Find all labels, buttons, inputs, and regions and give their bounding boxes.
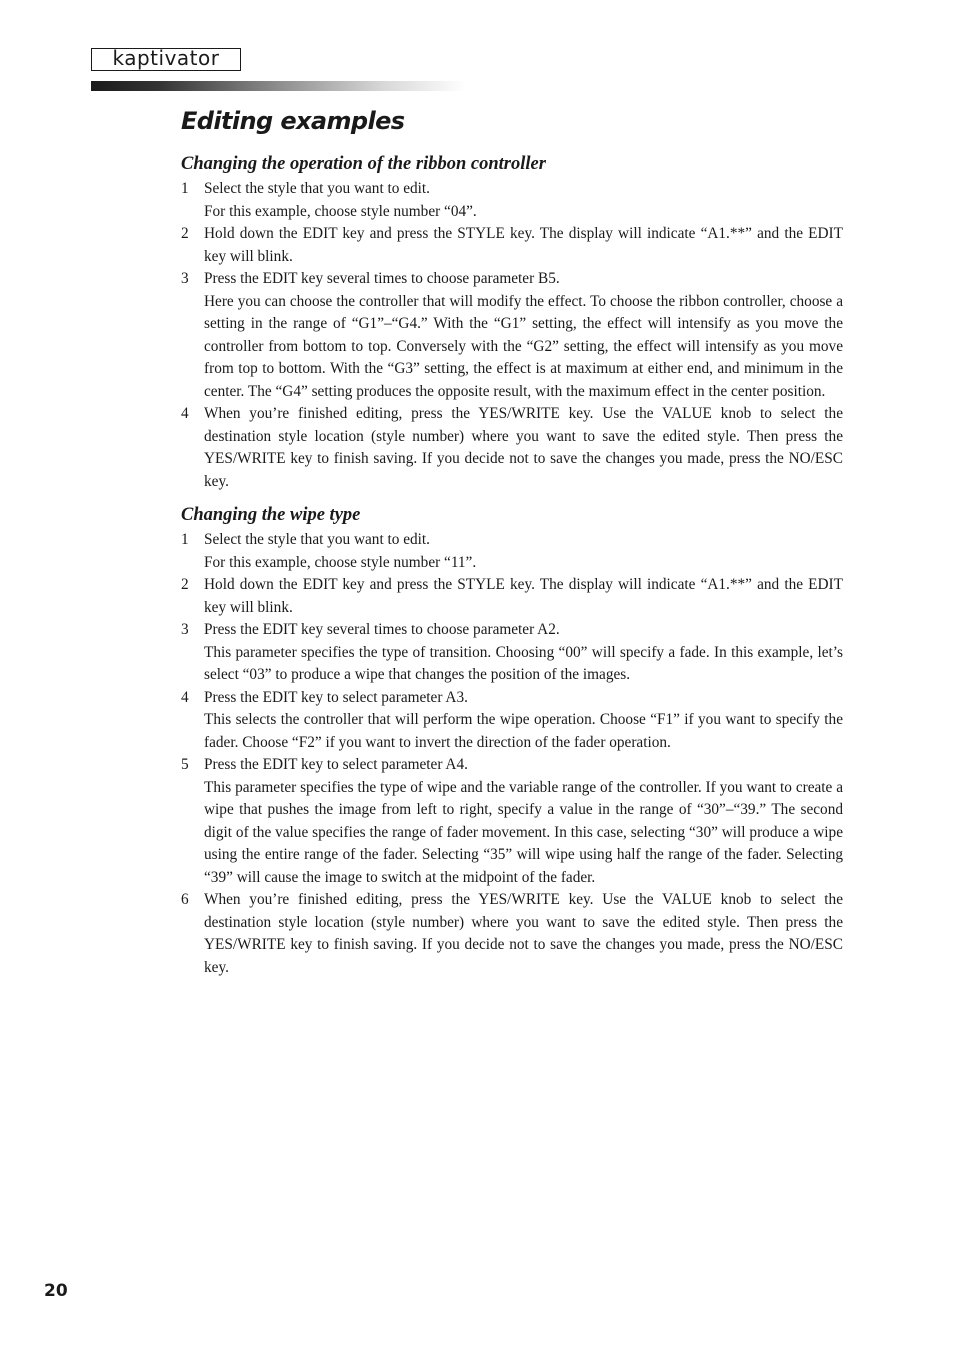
step-text: Select the style that you want to edit. xyxy=(204,531,431,548)
step-item xyxy=(181,574,843,619)
brand-logo: kaptivator xyxy=(91,48,241,71)
step-item xyxy=(181,268,843,403)
step-number: 5 xyxy=(181,756,189,773)
step-number: 4 xyxy=(181,405,189,422)
step-text: When you’re finished editing, press the YES/WRITE key. Use the VALUE knob to select the destination style location (style number) where you want to save the edited style. Then press the YES/WRITE key to finish saving. If you decide not to save the changes you made, press the NO/ESC key. xyxy=(204,405,843,490)
step-number: 2 xyxy=(181,225,189,242)
step-text: When you’re finished editing, press the YES/WRITE key. Use the VALUE knob to select the destination style location (style number) where you want to save the edited style. Then press the YES/WRITE key to finish saving. If you decide not to save the changes you made, press the NO/ESC key. xyxy=(204,891,843,976)
step-list xyxy=(181,529,843,979)
step-text: Press the EDIT key several times to choose parameter B5. xyxy=(204,270,560,287)
step-number: 4 xyxy=(181,688,189,706)
step-number: 3 xyxy=(181,621,189,638)
step-item xyxy=(181,754,843,889)
section-ribbon-controller xyxy=(181,152,843,493)
step-text: Hold down the EDIT key and press the STYLE key. The display will indicate “A1.**” and the EDIT key will blink. xyxy=(204,576,843,616)
step-text: Press the EDIT key to select parameter A4. xyxy=(204,756,468,773)
step-text: Here you can choose the controller that will modify the effect. To choose the ribbon controller, choose a setting in the range of “G1”–“G4.” With the “G1” setting, the effect will intensify as you move the controller from bottom to top. Conversely with the “G2” setting, the effect will intensify as you move from top to bottom. With the “G3” setting, the effect is at maximum at either end, and minimum in the center. The “G4” setting produces the opposite result, with the maximum effect in the center position. xyxy=(204,292,843,400)
step-item xyxy=(181,619,843,687)
step-text: Press the EDIT key to select parameter A3. xyxy=(204,688,468,706)
page-number: 20 xyxy=(44,1281,68,1301)
step-item xyxy=(181,529,843,574)
step-text: For this example, choose style number “04”. xyxy=(204,202,477,220)
step-text: This parameter specifies the type of transition. Choosing “00” will specify a fade. In this example, let’s select “03” to produce a wipe that changes the position of the images. xyxy=(204,643,843,683)
page-title: Editing examples xyxy=(181,107,405,135)
step-list xyxy=(181,178,843,493)
step-number: 1 xyxy=(181,531,189,548)
header-gradient-bar xyxy=(91,81,466,91)
step-text: For this example, choose style number “11”. xyxy=(204,553,477,571)
section-wipe-type xyxy=(181,503,843,979)
step-text: This selects the controller that will perform the wipe operation. Choose “F1” if you want to specify the fader. Choose “F2” if you want to invert the direction of the fader operation. xyxy=(204,711,843,751)
step-item xyxy=(181,223,843,268)
step-number: 3 xyxy=(181,270,189,287)
step-item xyxy=(181,178,843,223)
step-number: 6 xyxy=(181,891,189,908)
step-item xyxy=(181,889,843,979)
step-number: 1 xyxy=(181,180,189,197)
step-text: Select the style that you want to edit. xyxy=(204,180,431,197)
section-heading: Changing the operation of the ribbon controller xyxy=(181,154,546,174)
step-item xyxy=(181,403,843,493)
step-item xyxy=(181,687,843,755)
step-text: Press the EDIT key several times to choose parameter A2. xyxy=(204,621,560,638)
step-text: This parameter specifies the type of wipe and the variable range of the controller. If you want to create a wipe that pushes the image from left to right, specify a value in the range of “30”–“39.” The second digit of the value specifies the range of fader movement. In this case, selecting “30” will produce a wipe using the entire range of the fader. Selecting “35” will wipe using half the range of the fader. Selecting “39” will cause the image to switch at the midpoint of the fader. xyxy=(204,778,843,886)
main-content xyxy=(181,152,843,979)
step-text: Hold down the EDIT key and press the STYLE key. The display will indicate “A1.**” and the EDIT key will blink. xyxy=(204,225,843,265)
section-heading: Changing the wipe type xyxy=(181,505,361,525)
step-number: 2 xyxy=(181,576,189,593)
